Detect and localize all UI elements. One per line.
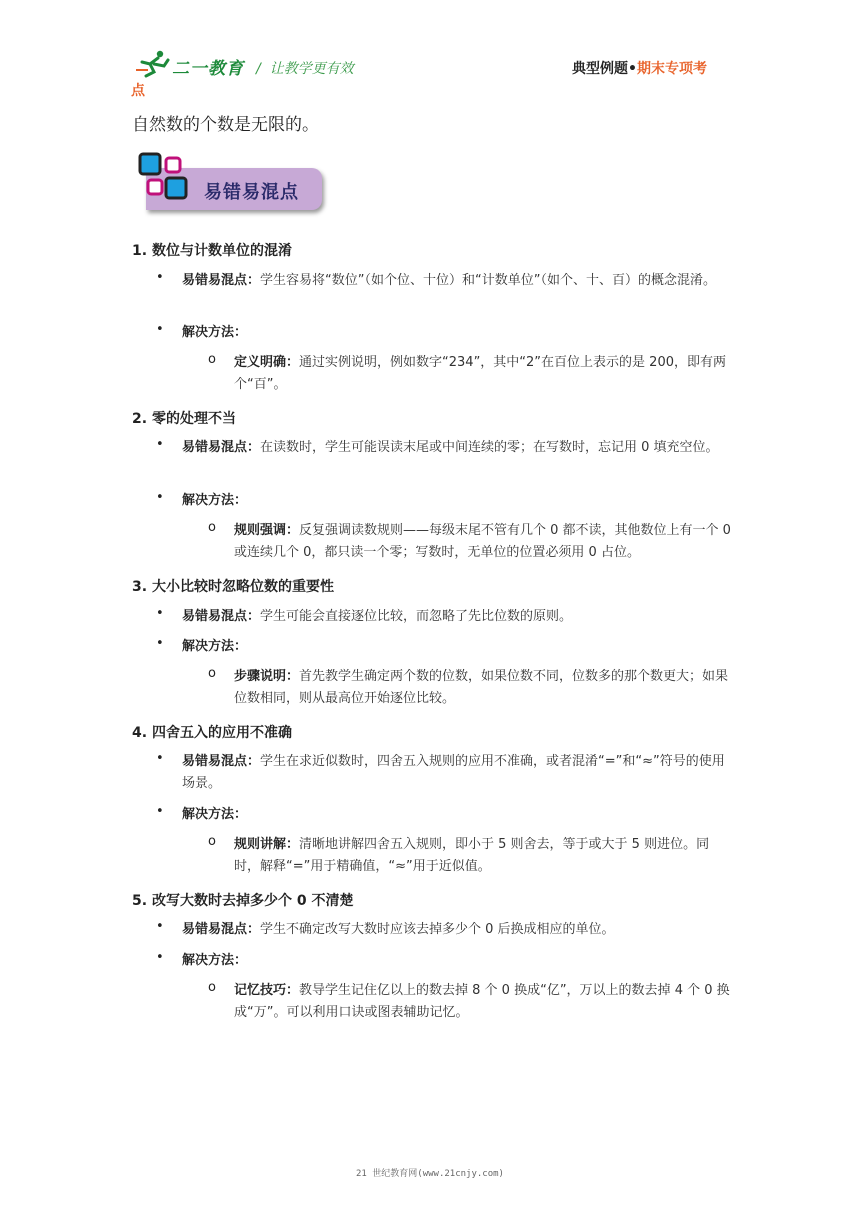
slogan-separator: / (256, 61, 261, 77)
bullet-dot-icon: • (156, 606, 164, 621)
method-label: 规则强调： (234, 523, 300, 538)
section-heading-3 (132, 576, 334, 596)
slogan-text: 让教学更有效 (269, 61, 354, 77)
section-number: 2. (132, 411, 148, 427)
section-heading-1 (132, 240, 292, 260)
method-label: 规则讲解： (234, 837, 300, 852)
bullet-dot-icon: • (156, 804, 164, 819)
bullet-circle-icon: o (208, 666, 216, 681)
section-heading-4 (132, 722, 292, 742)
point-label: 易错易混点： (182, 273, 261, 288)
bullet-dot-icon: • (156, 490, 164, 505)
method-text: 清晰地讲解四舍五入规则，即小于 5 则舍去，等于或大于 5 则进位。同时，解释“=”用于精确值，“≈”用于近似值。 (234, 837, 710, 874)
bullet-dot-icon: • (156, 950, 164, 965)
bullet-circle-icon: o (208, 352, 216, 367)
method-label: 定义明确： (234, 355, 300, 370)
bullet-dot-icon: • (156, 322, 164, 337)
section-title: 零的处理不当 (152, 411, 236, 427)
logo-text: 二一教育 (172, 59, 244, 79)
header-category (572, 58, 707, 78)
header-category-wrap: 点 (131, 83, 145, 99)
bullet-dot-icon: • (156, 751, 164, 766)
grid-squares-icon (136, 150, 196, 210)
bullet-circle-icon: o (208, 520, 216, 535)
section-number: 5. (132, 893, 148, 909)
section-number: 3. (132, 579, 148, 595)
section-banner (136, 150, 324, 214)
method-text: 首先教学生确定两个数的位数，如果位数不同，位数多的那个数更大；如果位数相同，则从最高位开始逐位比较。 (234, 669, 729, 706)
header-category-orange: 期末专项考 (636, 61, 707, 77)
point-text: 学生不确定改写大数时应该去掉多少个 0 后换成相应的单位。 (260, 922, 615, 937)
intro-text: 自然数的个数是无限的。 (132, 115, 319, 135)
section-heading-2 (132, 408, 236, 428)
method-label: 记忆技巧： (234, 983, 300, 998)
point-text: 在读数时，学生可能误读末尾或中间连续的零；在写数时，忘记用 0 填充空位。 (260, 440, 719, 455)
section-title: 大小比较时忽略位数的重要性 (152, 579, 334, 595)
section-number: 1. (132, 243, 148, 259)
runner-icon (134, 48, 174, 78)
solution-label: 解决方法： (182, 807, 248, 822)
solution-label: 解决方法： (182, 493, 248, 508)
bullet-dot-icon: • (156, 636, 164, 651)
section-title: 四舍五入的应用不准确 (152, 725, 292, 741)
section-number: 4. (132, 725, 148, 741)
section-title: 数位与计数单位的混淆 (152, 243, 292, 259)
point-text: 学生容易将“数位”（如个位、十位）和“计数单位”（如个、十、百）的概念混淆。 (260, 273, 716, 288)
bullet-dot-icon: • (156, 437, 164, 452)
slogan (256, 58, 354, 78)
point-text: 学生可能会直接逐位比较，而忽略了先比位数的原则。 (260, 609, 573, 624)
point-label: 易错易混点： (182, 922, 261, 937)
section-heading-5 (132, 890, 354, 910)
header-category-dark: 典型例题• (572, 61, 637, 77)
method-text: 教导学生记住亿以上的数去掉 8 个 0 换成“亿”，万以上的数去掉 4 个 0 换成“万”。可以利用口诀或图表辅助记忆。 (234, 983, 730, 1020)
page-header (134, 48, 734, 78)
solution-label: 解决方法： (182, 953, 248, 968)
point-label: 易错易混点： (182, 754, 261, 769)
page-footer: 21 世纪教育网(www.21cnjy.com) (356, 1169, 504, 1179)
point-text: 学生在求近似数时，四舍五入规则的应用不准确，或者混淆“=”和“≈”符号的使用场景。 (182, 754, 725, 791)
bullet-dot-icon: • (156, 270, 164, 285)
method-text: 反复强调读数规则——每级末尾不管有几个 0 都不读，其他数位上有一个 0 或连续几个 0，都只读一个零；写数时，无单位的位置必须用 0 占位。 (234, 523, 731, 560)
method-text: 通过实例说明，例如数字“234”，其中“2”在百位上表示的是 200，即有两个“百”。 (234, 355, 726, 392)
point-label: 易错易混点： (182, 440, 261, 455)
banner-title: 易错易混点 (204, 182, 299, 203)
brand-logo (134, 48, 244, 78)
bullet-dot-icon: • (156, 919, 164, 934)
bullet-circle-icon: o (208, 980, 216, 995)
method-label: 步骤说明： (234, 669, 300, 684)
section-title: 改写大数时去掉多少个 0 不清楚 (152, 893, 354, 909)
solution-label: 解决方法： (182, 639, 248, 654)
bullet-circle-icon: o (208, 834, 216, 849)
solution-label: 解决方法： (182, 325, 248, 340)
point-label: 易错易混点： (182, 609, 261, 624)
